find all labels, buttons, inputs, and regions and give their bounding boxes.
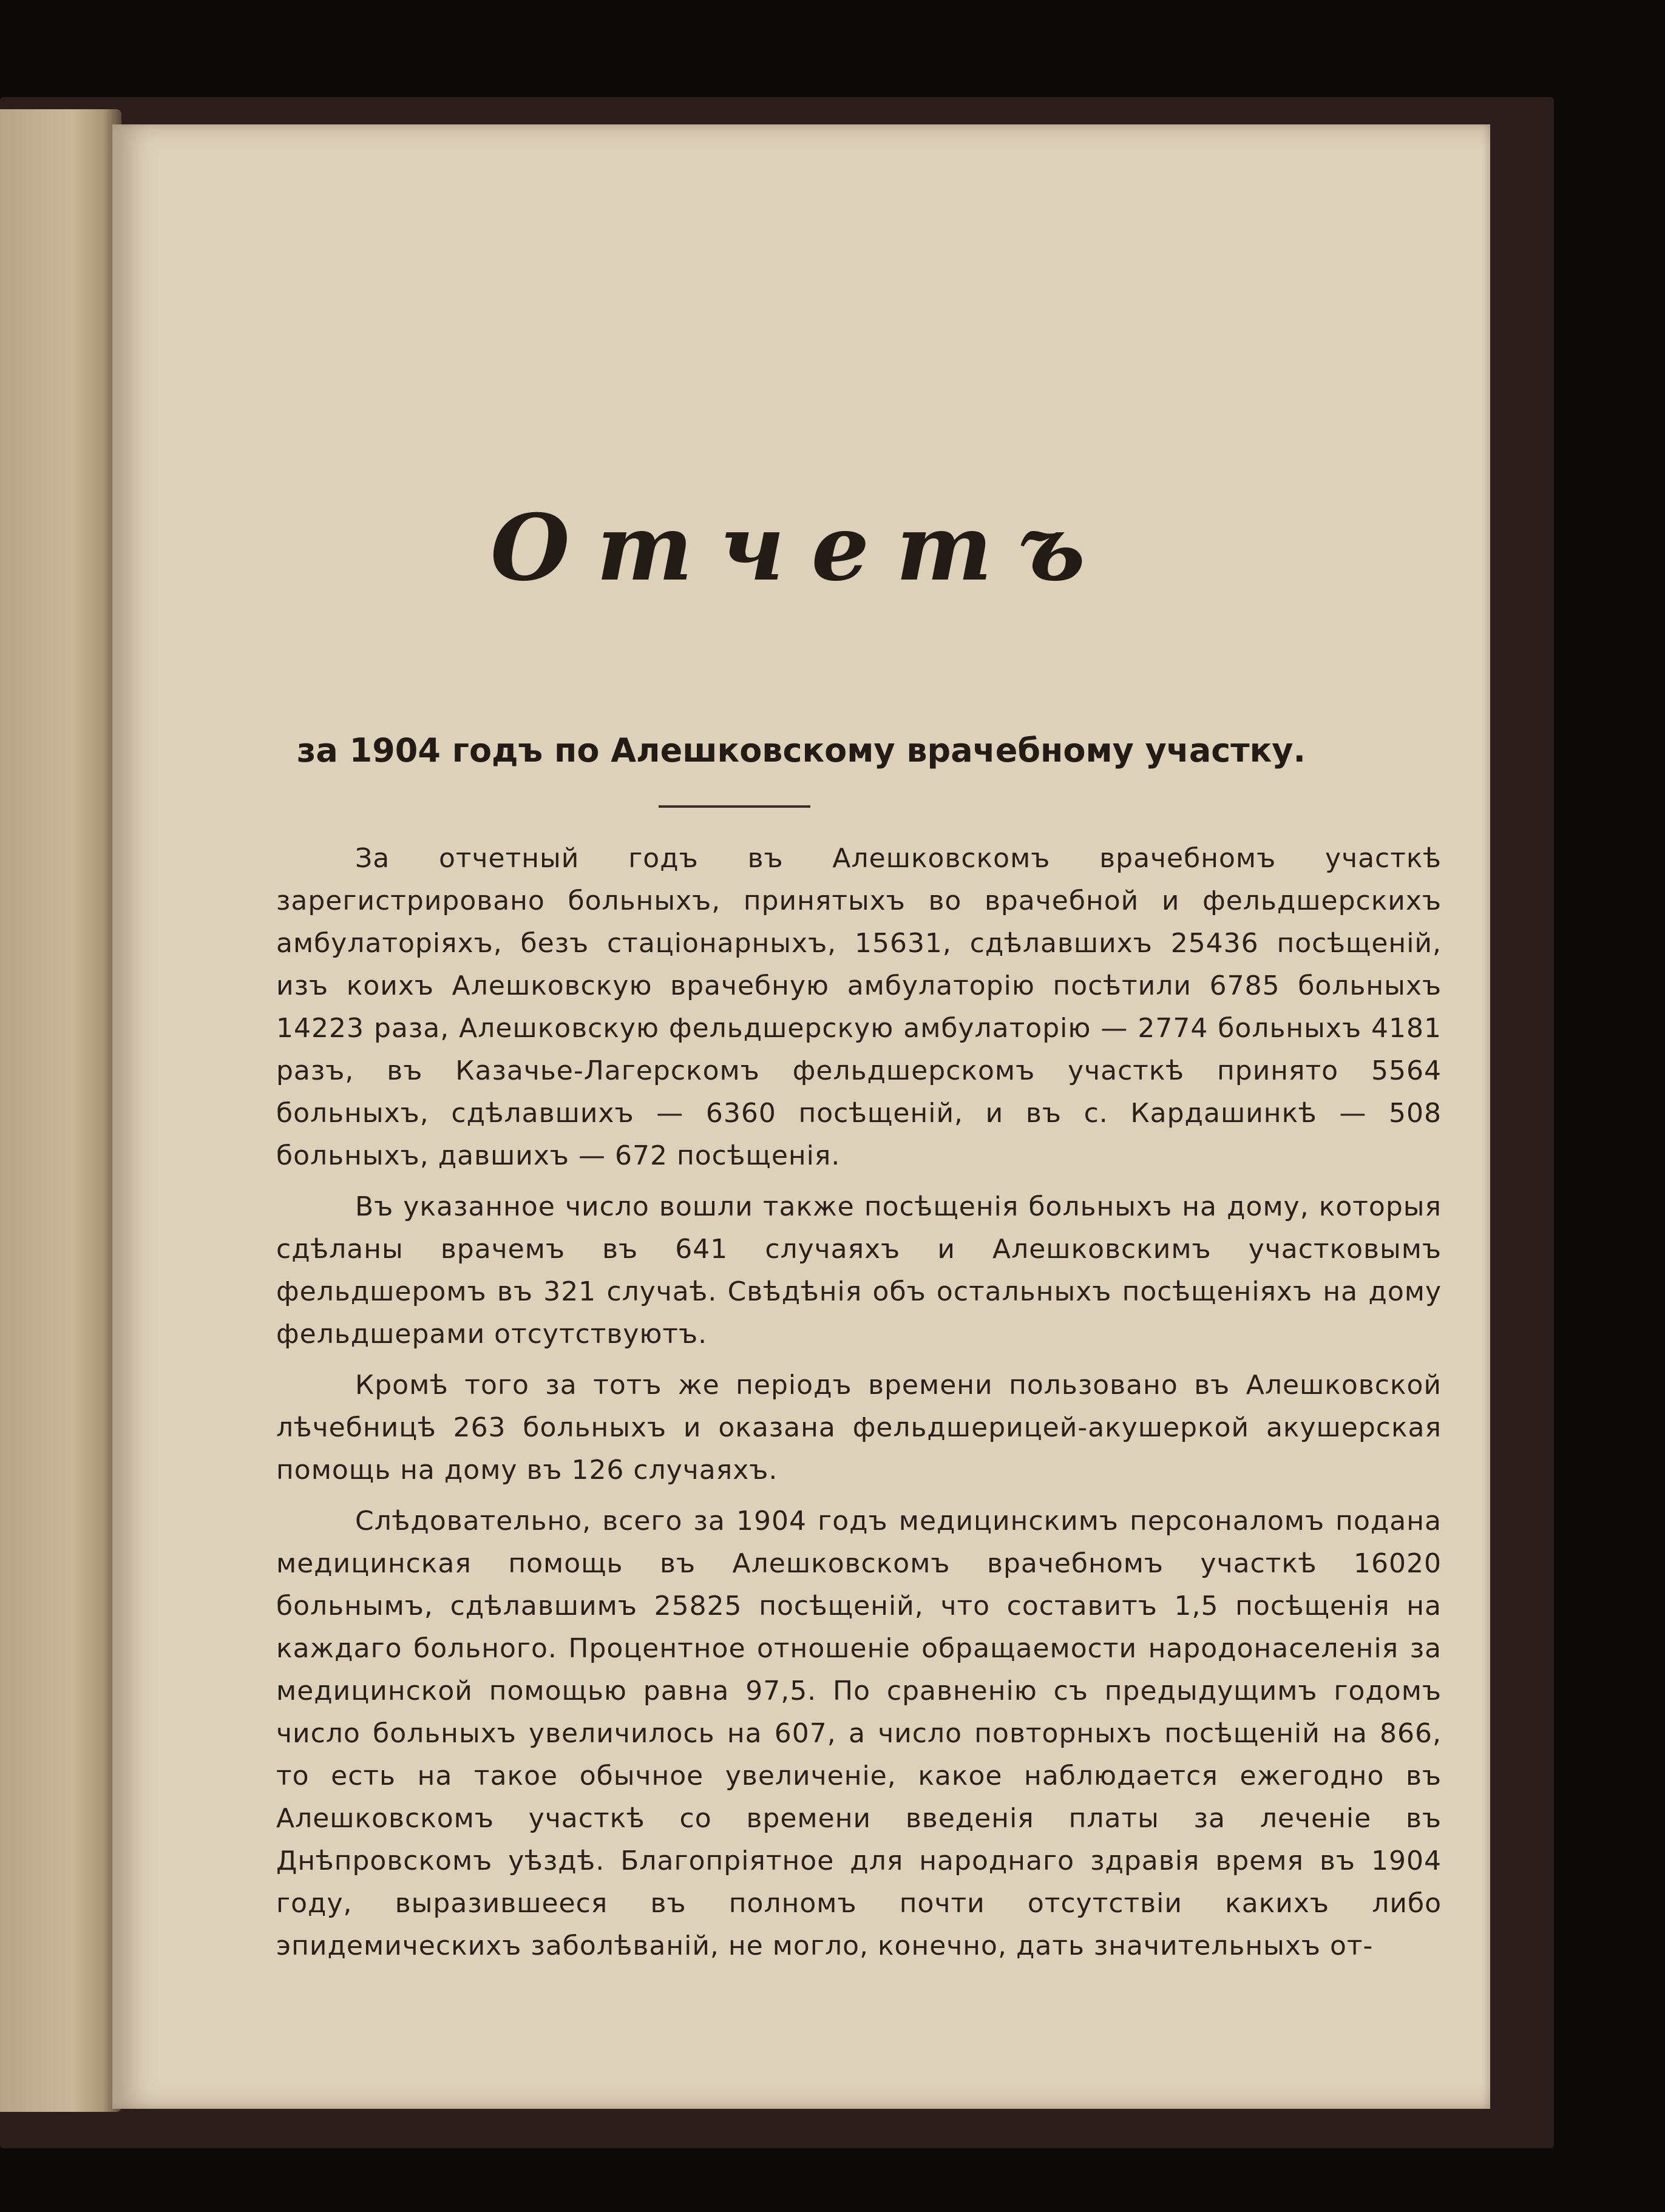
paragraph-1: За отчетный годъ въ Алешковскомъ врачебномъ участкѣ зарегистрировано больныхъ, принятыхъ во врачебной и фельдшерскихъ амбулаторіяхъ, безъ стаціонарныхъ, 15631, сдѣлавшихъ 25436 посѣщеній, изъ коихъ Алешковскую врачебную амбулаторію посѣтили 6785 больныхъ 14223 раза, Алешковскую фельдшерскую амбулаторію — 2774 больныхъ 4181 разъ, въ Казачье-Лагерскомъ фельдшерскомъ участкѣ принято 5564 больныхъ, сдѣлавшихъ — 6360 посѣщеній, и въ с. Кардашинкѣ — 508 больныхъ, давшихъ — 672 посѣщенія.: [276, 843, 1442, 1171]
paragraph-2: Въ указанное число вошли также посѣщенія больныхъ на дому, которыя сдѣланы врачемъ въ 641 случаяхъ и Алешковскимъ участковымъ фельдшеромъ въ 321 случаѣ. Свѣдѣнія объ остальныхъ посѣщеніяхъ на дому фельдшерами отсутствуютъ.: [276, 1191, 1442, 1350]
document-page: [112, 124, 1490, 2109]
paragraph-4: Слѣдовательно, всего за 1904 годъ медицинскимъ персоналомъ подана медицинская помощь въ Алешковскомъ врачебномъ участкѣ 16020 больнымъ, сдѣлавшимъ 25825 посѣщеній, что составитъ 1,5 посѣщенія на каждаго больного. Процентное отношеніе обращаемости народонаселенія за медицинской помощью равна 97,5. По сравненію съ предыдущимъ годомъ число больныхъ увеличилось на 607, а число повторныхъ посѣщеній на 866, то есть на такое обычное увеличеніе, какое наблюдается ежегодно въ Алешковскомъ участкѣ со времени введенія платы за леченіе въ Днѣпровскомъ уѣздѣ. Благопріятное для народнаго здравія время въ 1904 году, выразившееся въ полномъ почти отсутствіи какихъ либо эпидемическихъ заболѣваній, не могло, конечно, дать значительныхъ от-: [276, 1506, 1442, 1961]
page-subtitle: за 1904 годъ по Алешковскому врачебному участку.: [297, 731, 1306, 769]
title-divider: [659, 805, 810, 808]
body-text: [276, 837, 1442, 1976]
left-page-edge: [0, 109, 121, 2112]
paragraph-3: Кромѣ того за тотъ же періодъ времени пользовано въ Алешковской лѣчебницѣ 263 больныхъ и оказана фельдшерицей-акушеркой акушерская помощь на дому въ 126 случаяхъ.: [276, 1370, 1442, 1486]
page-title: Отчетъ: [490, 495, 1112, 601]
